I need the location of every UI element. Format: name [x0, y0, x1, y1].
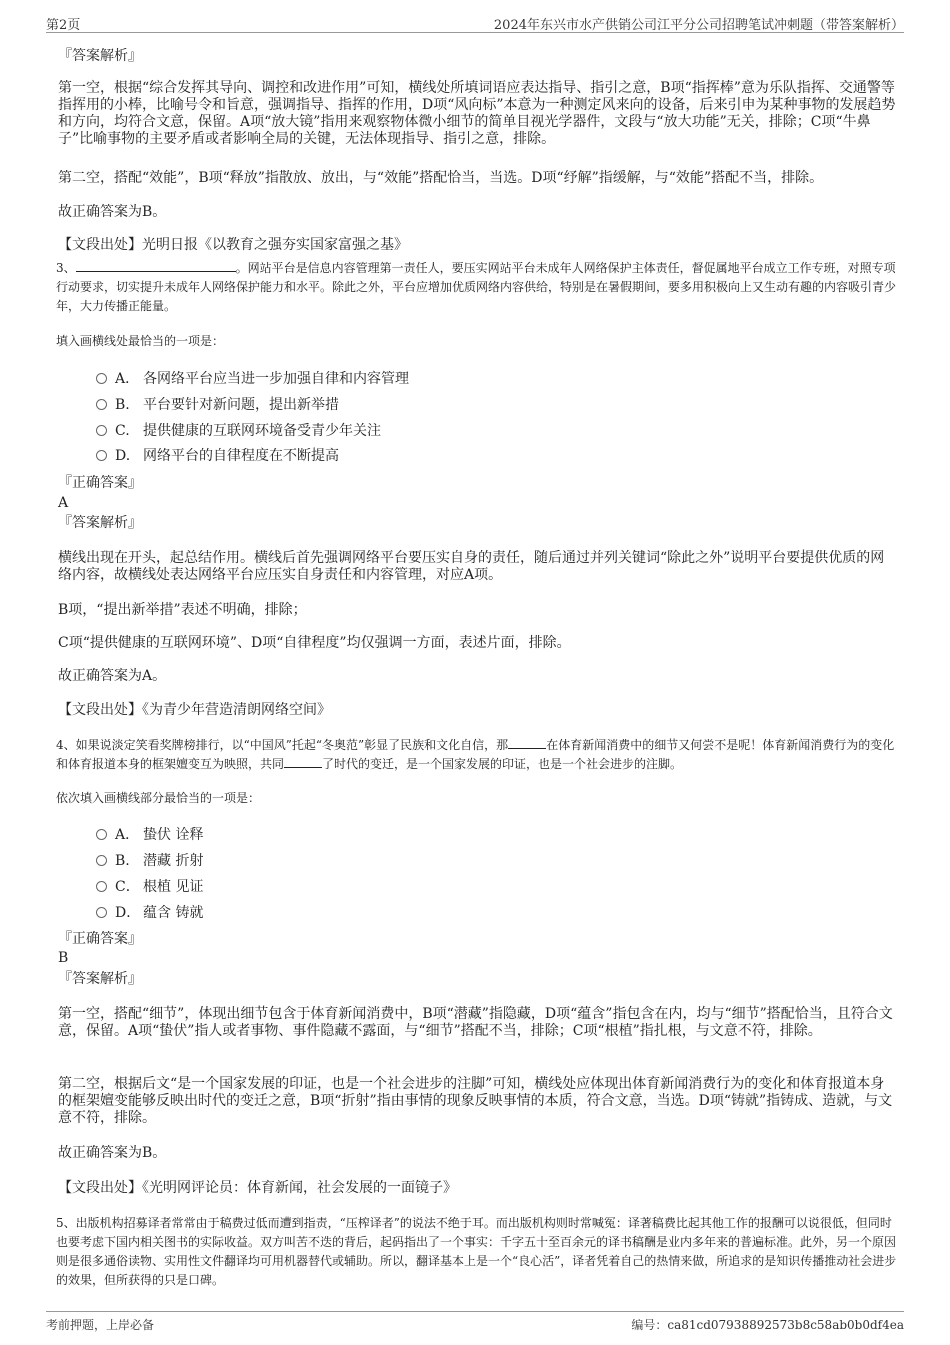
q4-option-b[interactable]: B. 潜藏 折射	[96, 852, 203, 870]
q2-analysis-para1: 第一空，根据“综合发挥其导向、调控和改进作用”可知，横线处所填词语应表达指导、指引之意，B项“指挥棒”意为乐队指挥、交通警等指挥用的小棒，比喻号令和旨意，强调指导、指挥的作用，D项“风向标”本意为一种测定风来向的设备，后来引申为某种事物的发展趋势和方向，均符合文意，保留。A项“放大镜”指用来观察物体微小细节的简单目视光学器件，文段与“放大功能”无关，排除；C项“牛鼻子”比喻事物的主要矛盾或者影响全局的关键，无法体现指导、指引之意，排除。	[58, 80, 896, 147]
q3-option-a[interactable]: A． 各网络平台应当进一步加强自律和内容管理	[96, 370, 409, 388]
q3-analysis-para3: C项“提供健康的互联网环境”、D项“自律程度”均仅强调一方面，表述片面，排除。	[58, 635, 571, 651]
q3-option-c[interactable]: C. 提供健康的互联网环境备受青少年关注	[96, 422, 381, 440]
q3-option-b[interactable]: B. 平台要针对新问题，提出新举措	[96, 396, 339, 414]
q2-source: 【文段出处】光明日报《以教育之强夯实国家富强之基》	[58, 237, 408, 253]
q2-analysis-para2: 第二空，搭配“效能”，B项“释放”指散放、放出，与“效能”搭配恰当，当选。D项“纾解”指缓解，与“效能”搭配不当，排除。	[58, 170, 824, 186]
q5-stem: 5、出版机构招募译者常常由于稿费过低而遭到指责，“压榨译者”的说法不绝于耳。而出版机构则时常喊冤：译著稿费比起其他工作的报酬可以说很低，但同时也要考虑下国内相关图书的实际收益。双方叫苦不迭的背后，起码指出了一个事实：千字五十至百余元的译书稿酬是业内多年来的普遍标准。此外，另一个原因则是很多通俗读物、实用性文件翻译均可用机器替代或辅助。所以，翻译基本上是一个“良心活”，译者凭着自己的热情来做，所追求的是知识传播推动社会进步的效果，但所获得的只是口碑。	[56, 1216, 897, 1287]
page-footer	[46, 1311, 904, 1334]
q4-analysis-para2: 第二空，根据后文“是一个国家发展的印证，也是一个社会进步的注脚”可知，横线处应体现出体育新闻消费行为的变化和体育报道本身的框架嬗变能够反映出时代的变迁之意，B项“折射”指由事情的现象反映事情的本质，符合文意，当选。D项“铸就”指铸成、造就，与文意不符，排除。	[58, 1076, 893, 1126]
q3-answer: A	[58, 495, 69, 511]
radio-icon[interactable]	[96, 399, 107, 410]
q3-stem	[56, 259, 898, 316]
q4-conclusion: 故正确答案为B。	[58, 1145, 167, 1161]
q4-option-d[interactable]: D． 蕴含 铸就	[96, 904, 203, 922]
q4-option-c[interactable]: C． 根植 见证	[96, 878, 203, 896]
q2-analysis-label: 『答案解析』	[58, 48, 142, 64]
radio-icon[interactable]	[96, 450, 107, 461]
q4-analysis-para1: 第一空，搭配“细节”，体现出细节包含于体育新闻消费中，B项“潜藏”指隐藏，D项“蕴含”指包含在内，均与“细节”搭配恰当，且符合文意，保留。A项“蛰伏”指人或者事物、事件隐藏不露面，与“细节”搭配不当，排除；C项“根植”指扎根，与文意不符，排除。	[58, 1006, 893, 1039]
q4-blank-1	[508, 748, 546, 749]
q3-text: 。网站平台是信息内容管理第一责任人，要压实网站平台未成年人网络保护主体责任，督促属地平台成立工作专班，对照专项行动要求，切实提升未成年人网络保护能力和水平。除此之外，平台应增加优质网络内容供给，特别是在暑假期间，要多用积极向上又生动有趣的内容吸引青少年，大力传播正能量。	[56, 261, 897, 313]
q4-analysis-label: 『答案解析』	[58, 971, 142, 987]
q3-blank	[76, 271, 236, 272]
radio-icon[interactable]	[96, 425, 107, 436]
page-header	[46, 12, 904, 33]
radio-icon[interactable]	[96, 881, 107, 892]
q4-stem: 4、如果说淡定笑看奖牌榜排行，以“中国风”托起“冬奥范”彰显了民族和文化自信，那 在体育新闻消费中的细节又何尝不是呢！体育新闻消费行为的变化和体育报道本身的框架嬗变互为映照，共同 了时代的变迁，是一个国家发展的印证，也是一个社会进步的注脚。	[56, 738, 895, 771]
document-title: 2024年东兴市水产供销公司江平分公司招聘笔试冲刺题（带答案解析）	[493, 18, 904, 33]
q4-answer-label: 『正确答案』	[58, 931, 142, 947]
q3-analysis-para1: 横线出现在开头，起总结作用。横线后首先强调网络平台要压实自身的责任，随后通过并列关键词“除此之外”说明平台要提供优质的网络内容，故横线处表达网络平台应压实自身责任和内容管理，对应A项。	[58, 550, 885, 583]
q3-analysis-label: 『答案解析』	[58, 515, 142, 531]
radio-icon[interactable]	[96, 373, 107, 384]
radio-icon[interactable]	[96, 855, 107, 866]
q2-conclusion: 故正确答案为B。	[58, 204, 167, 220]
document-code: 编号：ca81cd07938892573b8c58ab0b0df4ea	[631, 1318, 904, 1332]
q3-option-d[interactable]: D. 网络平台的自律程度在不断提高	[96, 447, 339, 465]
q3-number: 3、	[56, 261, 76, 275]
q3-source: 【文段出处】《为青少年营造清朗网络空间》	[58, 702, 331, 718]
q3-conclusion: 故正确答案为A。	[58, 668, 167, 684]
q4-blank-2	[284, 767, 322, 768]
q4-source: 【文段出处】《光明网评论员：体育新闻，社会发展的一面镜子》	[58, 1180, 457, 1196]
q3-answer-label: 『正确答案』	[58, 475, 142, 491]
radio-icon[interactable]	[96, 829, 107, 840]
q3-analysis-para2: B项，“提出新举措”表述不明确，排除；	[58, 602, 307, 618]
q3-prompt: 填入画横线处最恰当的一项是：	[56, 334, 225, 348]
page-number: 第2页	[46, 18, 81, 33]
radio-icon[interactable]	[96, 907, 107, 918]
q4-option-a[interactable]: A． 蛰伏 诠释	[96, 826, 203, 844]
q4-answer: B	[58, 950, 69, 966]
footer-slogan: 考前押题，上岸必备	[46, 1318, 155, 1332]
q4-prompt: 依次填入画横线部分最恰当的一项是：	[56, 791, 261, 805]
